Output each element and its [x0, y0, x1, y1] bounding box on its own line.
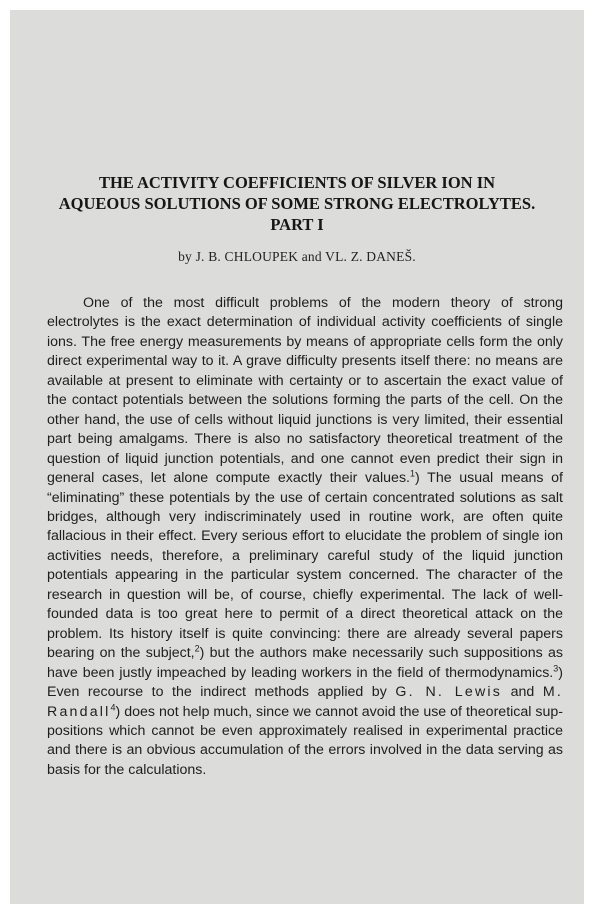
body-text-segment-6: ) does not help much, since we cannot avoid the use of theoretical suppositions which cannot be even approximately realised in experimental practice and there is an obvious accumulation of the errors involved in the data serving as basis for the calculations.: [47, 703, 563, 778]
body-paragraph: [47, 294, 563, 780]
body-text-segment-5: and: [502, 684, 543, 701]
body-text-segment-4: ) Even recourse to the indirect methods applied by: [47, 664, 563, 701]
title-line-1: THE ACTIVITY COEFFICIENTS OF SILVER ION IN: [98, 173, 496, 192]
author-byline: by J. B. CHLOUPEK and VL. Z. DANEŠ.: [178, 249, 416, 264]
footnote-ref-3: 3: [553, 662, 559, 673]
body-text-segment-3: ) but the authors make necessarily such suppositions as have been justly impeached by leading workers in the field of thermodynamics.: [47, 645, 563, 681]
title-line-2: AQUEOUS SOLUTIONS OF SOME STRONG ELECTROLYTES.: [58, 194, 536, 213]
footnote-ref-4: 4: [110, 701, 116, 712]
author-name-lewis: G. N. Lewis: [395, 684, 503, 701]
title-line-3: PART I: [270, 215, 324, 234]
article-title: [10, 172, 584, 235]
footnote-ref-2: 2: [194, 643, 200, 654]
author-name-randall: M. Randall: [47, 684, 563, 720]
footnote-ref-1: 1: [409, 468, 415, 479]
body-text-segment-2: ) The usual means of “eliminating” these potentials by the use of certain concentrated solutions as salt bridges, although very indiscriminately used in routine work, are often quite fallacious in their effect. Every serious effort to elucidate the problem of single ion activities needs, therefore, a preliminary careful study of the liquid junction potentials appearing in the particular system concerned. The character of the research in question will be, of course, chiefly experimental. The lack of well-founded data is too great here to permit of a direct theoretical attack on the problem. Its history itself is quite convincing: there are already several papers bearing on the subject,: [47, 470, 564, 662]
body-text-segment-1: One of the most difficult problems of the modern theory of strong electrolytes is the exact determination of individual activity coefficients of single ions. The free energy measurements by means of appropriate cells form the only direct experimental way to it. A grave difficulty presents itself there: no means are available at present to eliminate with certainty or to ascertain the exact value of the contact potentials between the solutions forming the parts of the cell. On the other hand, the use of cells without liquid junctions is very limited, their essential part being amalgams. There is also no satisfactory theoretical treatment of the question of liquid junction potentials, and one cannot even predict their sign in general cases, let alone compute exactly their values.: [47, 295, 563, 487]
paper-page: [10, 10, 584, 904]
